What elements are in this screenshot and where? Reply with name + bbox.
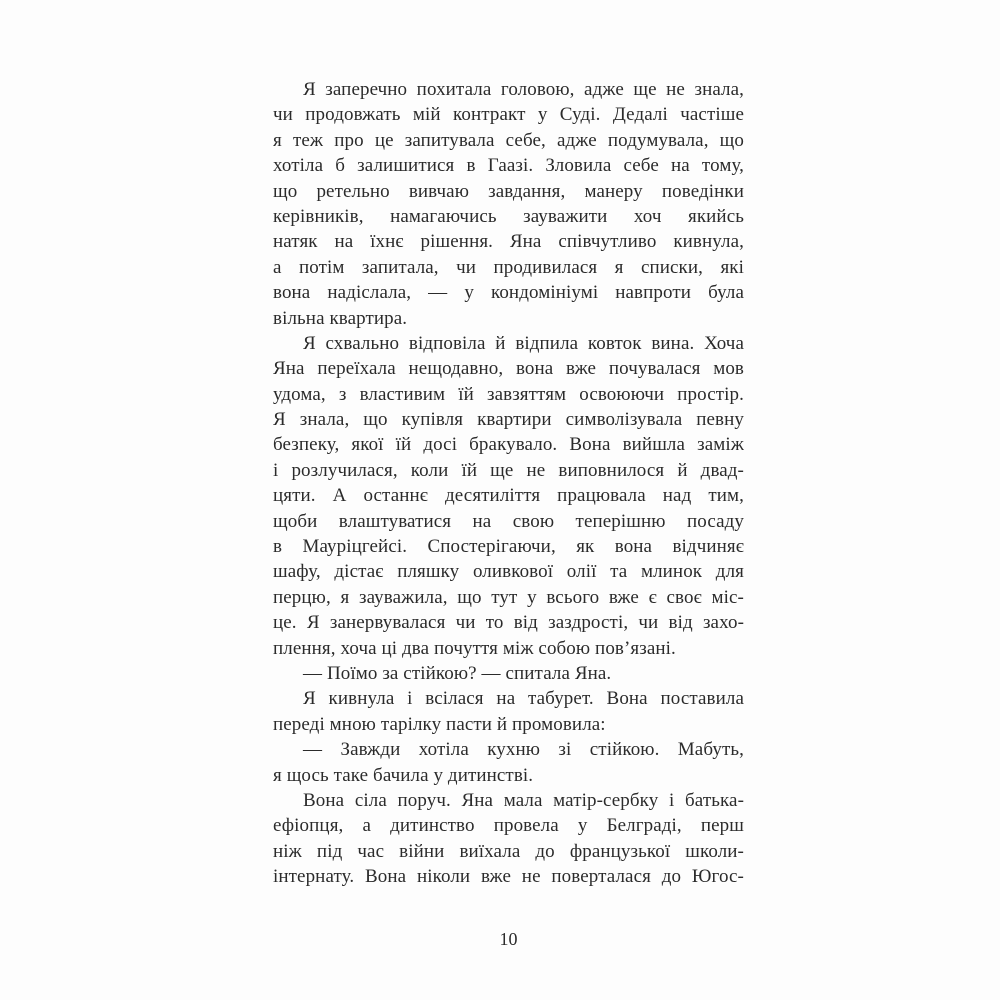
text-line: вона надіслала, — у кондомініумі навпроти була: [273, 282, 744, 304]
text-line: — Поїмо за стійкою? — спитала Яна.: [303, 662, 612, 684]
text-line: я щось таке бачила у дитинстві.: [273, 764, 534, 786]
text-line: Я заперечно похитала головою, адже ще не знала,: [303, 79, 744, 100]
text-line: ефіопця, а дитинство провела у Белграді, перш: [273, 815, 744, 837]
text-line: удома, з властивим їй завзяттям освоюючи простір.: [273, 383, 744, 405]
text-line: це. Я занервувалася чи то від заздрості, чи від захо-: [273, 612, 744, 634]
text-line: чи продовжать мій контракт у Суді. Дедалі частіше: [273, 104, 744, 126]
text-line: ніж під час війни виїхала до французької школи-: [273, 840, 744, 862]
paragraph: [273, 331, 744, 661]
text-line: цяти. А останнє десятиліття працювала над тим,: [273, 485, 744, 507]
text-line: — Завжди хотіла кухню зі стійкою. Мабуть,: [303, 739, 744, 761]
text-line: хотіла б залишитися в Гаазі. Зловила себе на тому,: [273, 155, 744, 177]
text-line: в Мауріцгейсі. Спостерігаючи, як вона відчиняє: [273, 536, 744, 558]
text-line: шафу, дістає пляшку оливкової олії та млинок для: [273, 561, 744, 583]
text-line: щоби влаштуватися на свою теперішню посаду: [273, 510, 744, 532]
text-line: керівників, намагаючись зауважити хоч якийсь: [273, 205, 744, 227]
text-line: і розлучилася, коли їй ще не виповнилося й двад-: [273, 459, 744, 481]
text-line: Вона сіла поруч. Яна мала матір-сербку і батька-: [303, 789, 744, 811]
text-line: вільна квартира.: [273, 307, 408, 329]
paragraph: [273, 77, 744, 331]
text-line: перцю, я зауважила, що тут у всього вже є своє міс-: [273, 586, 744, 608]
text-line: Я схвально відповіла й відпила ковток вина. Хоча: [303, 332, 744, 354]
text-line: переді мною тарілку пасти й промовила:: [273, 713, 606, 735]
text-line: безпеку, якої їй досі бракувало. Вона вийшла заміж: [273, 434, 744, 456]
text-line: плення, хоча ці два почуття між собою пов’язані.: [273, 637, 676, 659]
text-line: Я знала, що купівля квартири символізувала певну: [273, 409, 744, 431]
paragraph-dialogue: [273, 737, 744, 788]
text-line: я теж про це запитувала себе, адже подумувала, що: [273, 129, 744, 151]
text-line: а потім запитала, чи продивилася я списки, які: [273, 256, 744, 278]
text-line: натяк на їхнє рішення. Яна співчутливо кивнула,: [273, 231, 744, 253]
paragraph: [273, 686, 744, 737]
text-line: Яна переїхала нещодавно, вона вже почувалася мов: [273, 358, 744, 380]
text-block: [273, 77, 744, 890]
text-line: що ретельно вивчаю завдання, манеру поведінки: [273, 180, 744, 202]
page-number: 10: [499, 929, 518, 949]
paragraph: [273, 788, 744, 890]
text-line: інтернату. Вона ніколи вже не поверталася до Югос-: [273, 866, 744, 888]
text-line: Я кивнула і всілася на табурет. Вона поставила: [303, 688, 744, 710]
paragraph-dialogue: [273, 661, 744, 686]
